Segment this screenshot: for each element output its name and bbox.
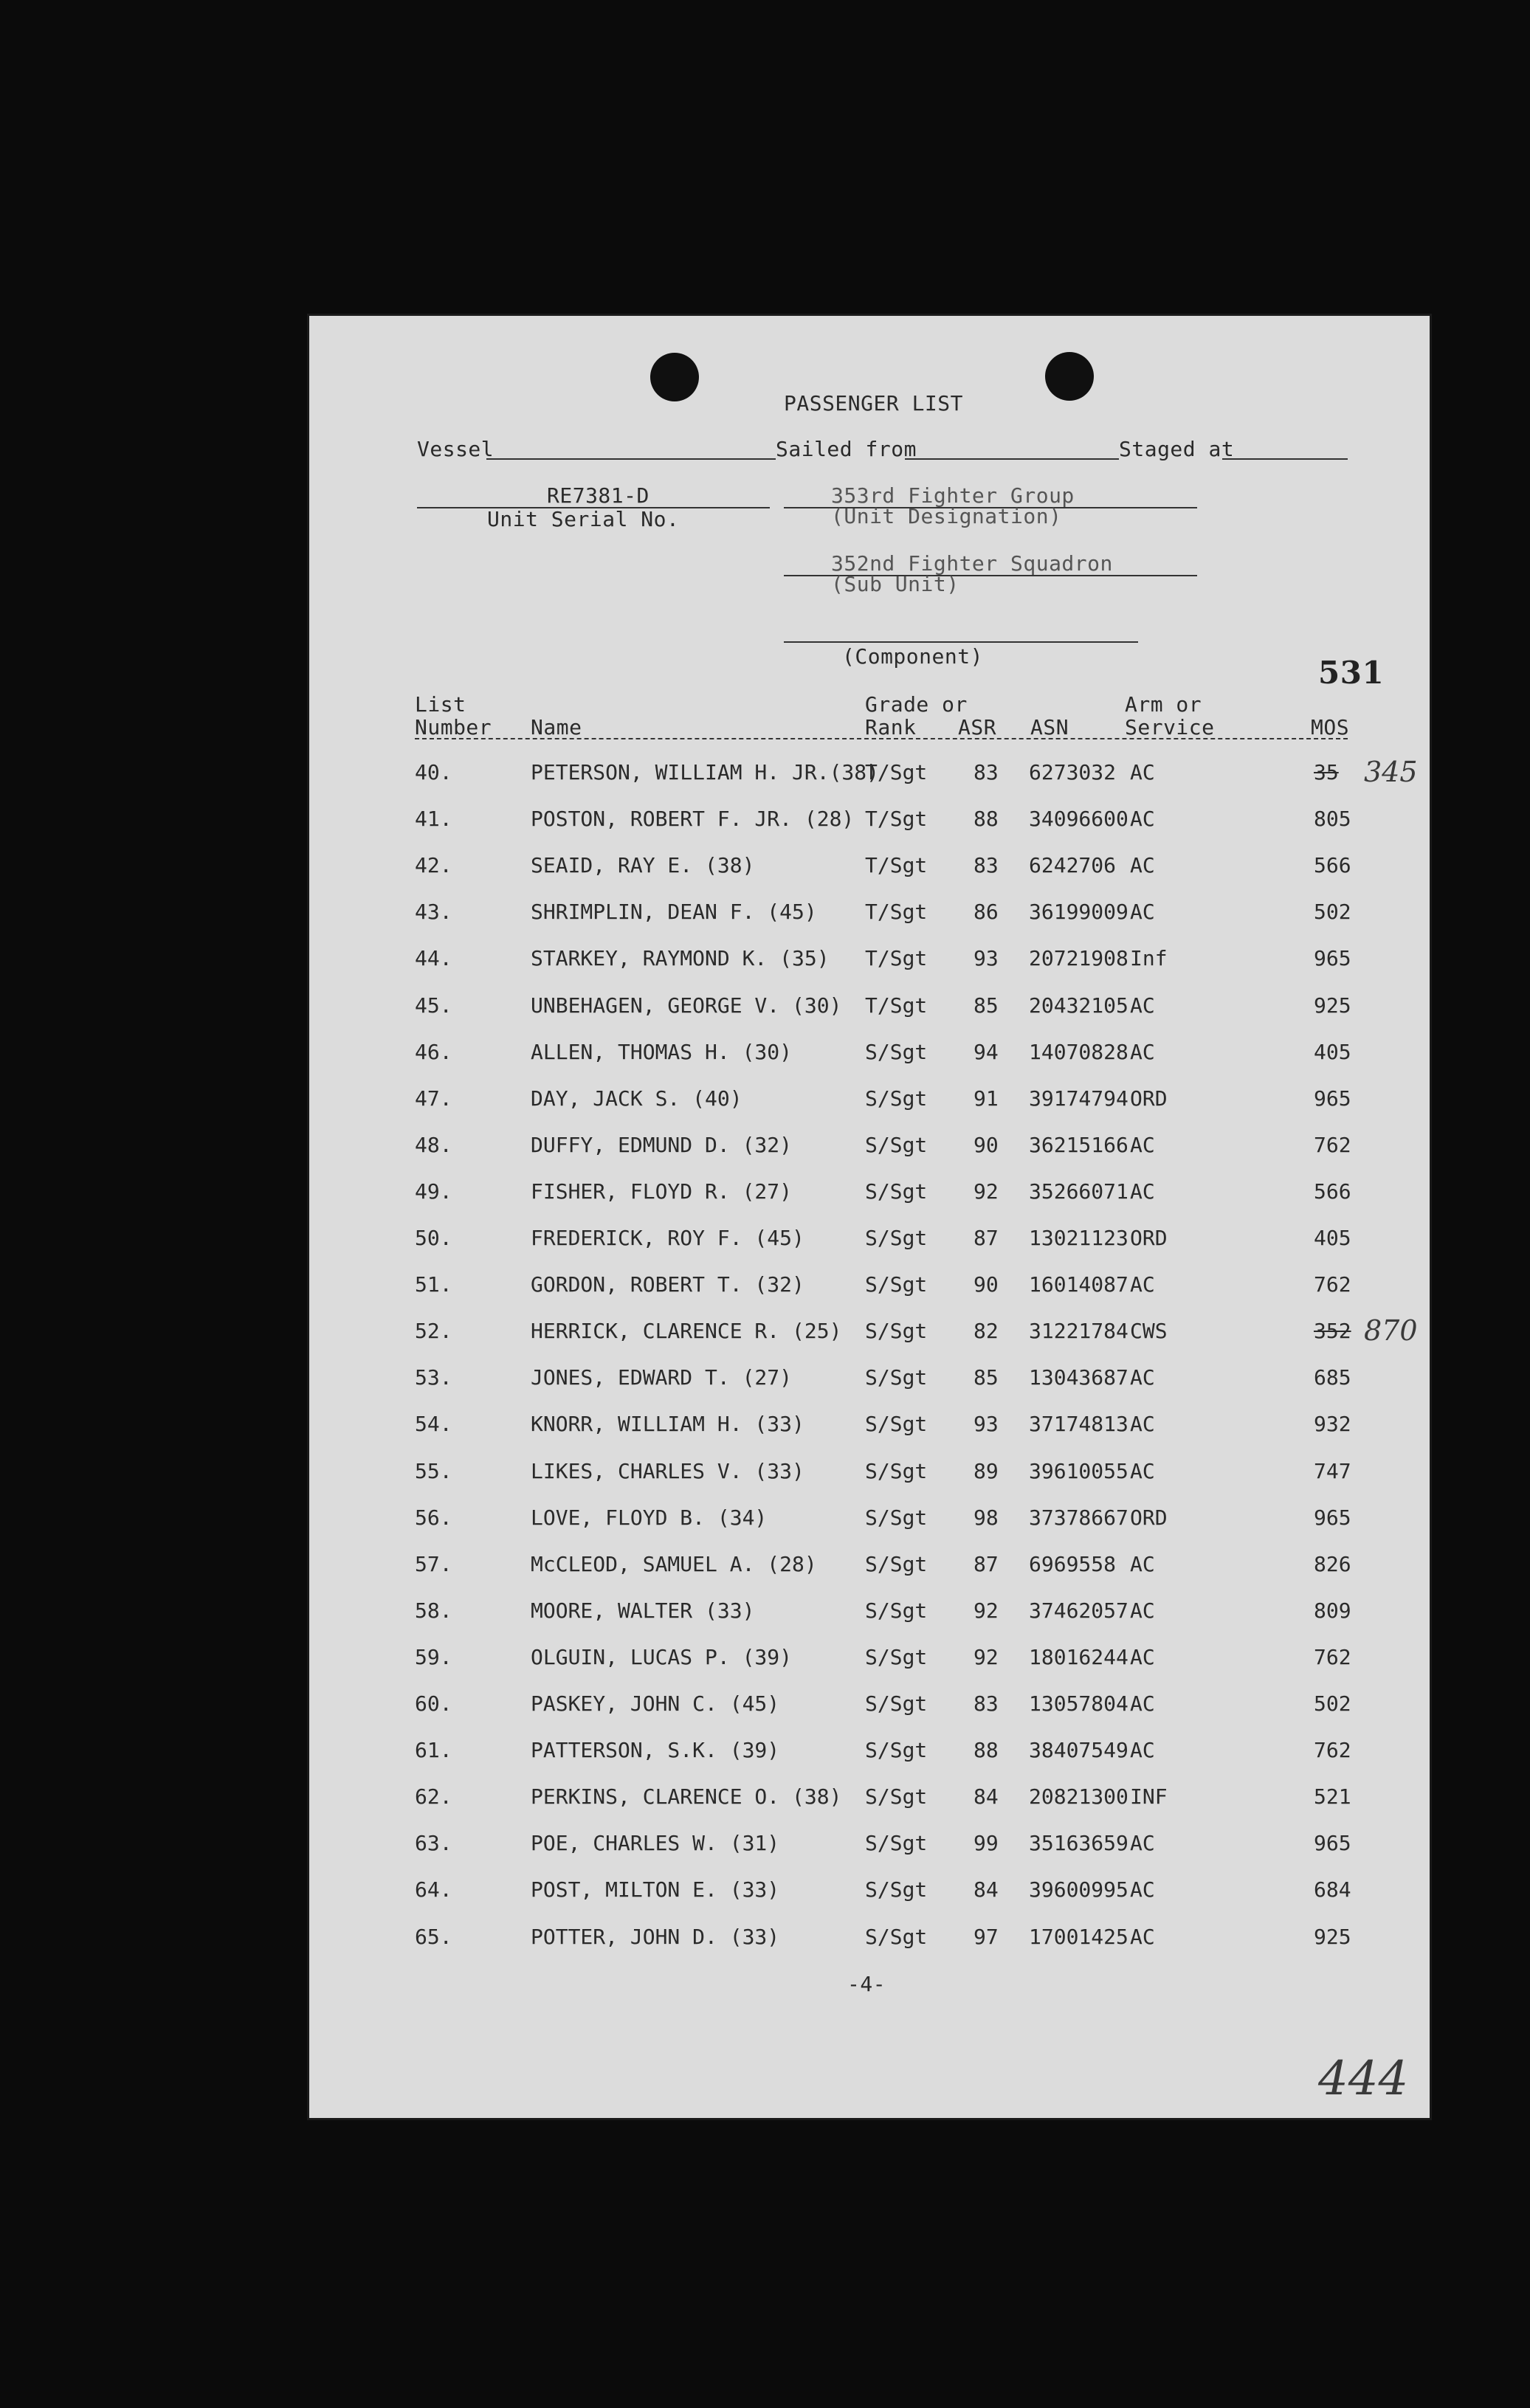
asn: 31221784	[1029, 1319, 1128, 1344]
sailed-from-label: Sailed from	[776, 437, 917, 461]
asr: 83	[974, 760, 999, 784]
table-row	[307, 1086, 1432, 1116]
passenger-name: KNORR, WILLIAM H. (33)	[531, 1412, 804, 1437]
table-row	[307, 1365, 1432, 1395]
grade: T/Sgt	[865, 760, 928, 784]
header-asn: ASN	[1030, 715, 1069, 739]
mos: 566	[1314, 853, 1351, 878]
asr: 92	[974, 1598, 999, 1623]
table-row	[307, 1272, 1432, 1302]
passenger-name: GORDON, ROBERT T. (32)	[531, 1272, 804, 1297]
asr: 83	[974, 1691, 999, 1716]
table-row	[307, 1226, 1432, 1255]
header-list: List	[415, 692, 466, 717]
arm-service: AC	[1130, 1691, 1155, 1716]
asn: 13057804	[1029, 1691, 1128, 1716]
asn: 39600995	[1029, 1877, 1128, 1902]
table-row	[307, 1552, 1432, 1581]
passenger-name: JONES, EDWARD T. (27)	[531, 1365, 793, 1390]
asn: 36199009	[1029, 900, 1128, 925]
list-number: 45.	[415, 993, 452, 1018]
grade: S/Sgt	[865, 1644, 928, 1669]
punch-hole-right	[1045, 352, 1094, 401]
mos: 566	[1314, 1179, 1351, 1204]
passenger-name: HERRICK, CLARENCE R. (25)	[531, 1319, 842, 1344]
passenger-name: POSTON, ROBERT F. JR. (28)	[531, 807, 855, 832]
arm-service: AC	[1130, 807, 1155, 832]
mos: 405	[1314, 1039, 1351, 1064]
asn: 20821300	[1029, 1784, 1128, 1810]
asn: 37174813	[1029, 1412, 1128, 1437]
arm-service: AC	[1130, 1551, 1155, 1576]
asn: 6969558	[1029, 1551, 1117, 1576]
asn: 18016244	[1029, 1644, 1128, 1669]
table-row	[307, 900, 1432, 929]
grade: T/Sgt	[865, 993, 928, 1018]
form-title: PASSENGER LIST	[784, 391, 964, 415]
arm-service: AC	[1130, 900, 1155, 925]
mos: 932	[1314, 1412, 1351, 1437]
asn: 35266071	[1029, 1179, 1128, 1204]
asr: 98	[974, 1505, 999, 1530]
table-row	[307, 756, 1432, 790]
asn: 14070828	[1029, 1039, 1128, 1064]
table-row	[307, 1133, 1432, 1162]
grade: S/Sgt	[865, 1365, 928, 1390]
stamp-number: 531	[1318, 655, 1385, 691]
arm-service: AC	[1130, 1179, 1155, 1204]
arm-service: ORD	[1130, 1226, 1168, 1250]
unit-designation-value: 353rd Fighter Group	[831, 483, 1075, 508]
grade: T/Sgt	[865, 853, 928, 878]
mos: 809	[1314, 1598, 1351, 1623]
list-number: 60.	[415, 1691, 452, 1716]
grade: T/Sgt	[865, 900, 928, 925]
passenger-name: DUFFY, EDMUND D. (32)	[531, 1132, 793, 1157]
asr: 94	[974, 1039, 999, 1064]
table-row	[307, 807, 1432, 836]
passenger-name: UNBEHAGEN, GEORGE V. (30)	[531, 993, 842, 1018]
passenger-name: SEAID, RAY E. (38)	[531, 853, 755, 878]
table-row	[307, 1040, 1432, 1069]
asr: 85	[974, 1365, 999, 1390]
asn: 13021123	[1029, 1226, 1128, 1250]
header-number: Number	[415, 715, 492, 739]
arm-service: AC	[1130, 760, 1155, 784]
grade: S/Sgt	[865, 1226, 928, 1250]
list-number: 57.	[415, 1551, 452, 1576]
table-row	[307, 1314, 1432, 1348]
list-number: 42.	[415, 853, 452, 878]
asr: 88	[974, 807, 999, 832]
mos: 405	[1314, 1226, 1351, 1250]
list-number: 53.	[415, 1365, 452, 1390]
passenger-name: FREDERICK, ROY F. (45)	[531, 1226, 804, 1250]
grade: S/Sgt	[865, 1039, 928, 1064]
arm-service: AC	[1130, 853, 1155, 878]
grade: S/Sgt	[865, 1691, 928, 1716]
list-number: 59.	[415, 1644, 452, 1669]
asr: 93	[974, 1412, 999, 1437]
mos: 352	[1314, 1319, 1351, 1344]
arm-service: AC	[1130, 1877, 1155, 1902]
asr: 83	[974, 853, 999, 878]
mos: 925	[1314, 993, 1351, 1018]
table-row	[307, 993, 1432, 1023]
handwritten-page-number: 444	[1318, 2052, 1409, 2106]
passenger-name: PETERSON, WILLIAM H. JR.(38)	[531, 760, 880, 784]
asn: 6242706	[1029, 853, 1117, 878]
mos: 35	[1314, 760, 1339, 784]
grade: S/Sgt	[865, 1877, 928, 1902]
asn: 20721908	[1029, 946, 1128, 971]
mos: 685	[1314, 1365, 1351, 1390]
unit-designation-label: (Unit Designation)	[831, 504, 1062, 528]
passenger-name: SHRIMPLIN, DEAN F. (45)	[531, 900, 817, 925]
asn: 37378667	[1029, 1505, 1128, 1530]
passenger-name: LIKES, CHARLES V. (33)	[531, 1458, 804, 1483]
arm-service: Inf	[1130, 946, 1168, 971]
header-arm: Arm or	[1125, 692, 1202, 717]
sub-unit-label: (Sub Unit)	[831, 572, 959, 596]
sub-unit-value: 352nd Fighter Squadron	[831, 551, 1113, 576]
arm-service: AC	[1130, 1132, 1155, 1157]
list-number: 50.	[415, 1226, 452, 1250]
mos: 762	[1314, 1738, 1351, 1763]
table-row	[307, 1877, 1432, 1907]
arm-service: CWS	[1130, 1319, 1168, 1344]
asr: 88	[974, 1738, 999, 1763]
table-row	[307, 1645, 1432, 1674]
asr: 87	[974, 1226, 999, 1250]
list-number: 62.	[415, 1784, 452, 1810]
table-row	[307, 1925, 1432, 1954]
grade: T/Sgt	[865, 807, 928, 832]
grade: S/Sgt	[865, 1924, 928, 1949]
table-row	[307, 1505, 1432, 1535]
list-number: 54.	[415, 1412, 452, 1437]
mos: 965	[1314, 1505, 1351, 1530]
passenger-name: McCLEOD, SAMUEL A. (28)	[531, 1551, 817, 1576]
list-number: 44.	[415, 946, 452, 971]
table-row	[307, 1831, 1432, 1860]
table-row	[307, 1784, 1432, 1814]
mos: 502	[1314, 1691, 1351, 1716]
arm-service: AC	[1130, 1272, 1155, 1297]
page-number: -4-	[847, 1972, 886, 1996]
arm-service: AC	[1130, 1365, 1155, 1390]
grade: S/Sgt	[865, 1272, 928, 1297]
table-row	[307, 946, 1432, 976]
grade: T/Sgt	[865, 946, 928, 971]
asn: 38407549	[1029, 1738, 1128, 1763]
unit-serial-label: Unit Serial No.	[487, 507, 680, 531]
mos: 965	[1314, 1831, 1351, 1856]
asn: 35163659	[1029, 1831, 1128, 1856]
grade: S/Sgt	[865, 1319, 928, 1344]
mos: 762	[1314, 1644, 1351, 1669]
arm-service: AC	[1130, 1738, 1155, 1763]
arm-service: ORD	[1130, 1086, 1168, 1111]
grade: S/Sgt	[865, 1738, 928, 1763]
mos: 965	[1314, 1086, 1351, 1111]
grade: S/Sgt	[865, 1784, 928, 1810]
passenger-name: PATTERSON, S.K. (39)	[531, 1738, 780, 1763]
list-number: 49.	[415, 1179, 452, 1204]
asn: 16014087	[1029, 1272, 1128, 1297]
passenger-name: PASKEY, JOHN C. (45)	[531, 1691, 780, 1716]
arm-service: AC	[1130, 1039, 1155, 1064]
asr: 93	[974, 946, 999, 971]
punch-hole-left	[650, 353, 699, 401]
mos: 805	[1314, 807, 1351, 832]
unit-serial-value: RE7381-D	[547, 483, 649, 508]
table-row	[307, 1179, 1432, 1209]
grade: S/Sgt	[865, 1551, 928, 1576]
asr: 97	[974, 1924, 999, 1949]
asr: 99	[974, 1831, 999, 1856]
asn: 34096600	[1029, 807, 1128, 832]
list-number: 46.	[415, 1039, 452, 1064]
asr: 86	[974, 900, 999, 925]
asr: 84	[974, 1784, 999, 1810]
staged-at-label: Staged at	[1119, 437, 1235, 461]
asn: 17001425	[1029, 1924, 1128, 1949]
list-number: 61.	[415, 1738, 452, 1763]
asn: 20432105	[1029, 993, 1128, 1018]
asr: 87	[974, 1551, 999, 1576]
table-row	[307, 1738, 1432, 1767]
arm-service: AC	[1130, 1598, 1155, 1623]
handwritten-mos-correction: 870	[1364, 1314, 1418, 1348]
grade: S/Sgt	[865, 1831, 928, 1856]
table-row	[307, 1598, 1432, 1628]
list-number: 63.	[415, 1831, 452, 1856]
asr: 90	[974, 1272, 999, 1297]
asn: 13043687	[1029, 1365, 1128, 1390]
header-grade: Grade or	[865, 692, 968, 717]
grade: S/Sgt	[865, 1086, 928, 1111]
handwritten-mos-correction: 345	[1364, 756, 1418, 788]
header-service: Service	[1125, 715, 1215, 739]
passenger-name: STARKEY, RAYMOND K. (35)	[531, 946, 830, 971]
header-mos: MOS	[1311, 715, 1350, 739]
passenger-name: MOORE, WALTER (33)	[531, 1598, 755, 1623]
mos: 826	[1314, 1551, 1351, 1576]
list-number: 40.	[415, 760, 452, 784]
mos: 762	[1314, 1132, 1351, 1157]
asr: 91	[974, 1086, 999, 1111]
grade: S/Sgt	[865, 1179, 928, 1204]
asn: 39610055	[1029, 1458, 1128, 1483]
table-row	[307, 1459, 1432, 1488]
asr: 92	[974, 1179, 999, 1204]
asr: 82	[974, 1319, 999, 1344]
grade: S/Sgt	[865, 1458, 928, 1483]
header-rule	[415, 738, 1348, 739]
list-number: 43.	[415, 900, 452, 925]
passenger-name: ALLEN, THOMAS H. (30)	[531, 1039, 793, 1064]
mos: 762	[1314, 1272, 1351, 1297]
arm-service: AC	[1130, 1831, 1155, 1856]
list-number: 47.	[415, 1086, 452, 1111]
vessel-label: Vessel	[417, 437, 495, 461]
grade: S/Sgt	[865, 1412, 928, 1437]
list-number: 51.	[415, 1272, 452, 1297]
list-number: 55.	[415, 1458, 452, 1483]
header-rank: Rank	[865, 715, 917, 739]
component-label: (Component)	[842, 644, 983, 669]
header-name: Name	[531, 715, 582, 739]
mos: 747	[1314, 1458, 1351, 1483]
table-row	[307, 1412, 1432, 1441]
passenger-name: DAY, JACK S. (40)	[531, 1086, 742, 1111]
asr: 89	[974, 1458, 999, 1483]
mos: 521	[1314, 1784, 1351, 1810]
asr: 84	[974, 1877, 999, 1902]
grade: S/Sgt	[865, 1505, 928, 1530]
asn: 39174794	[1029, 1086, 1128, 1111]
list-number: 58.	[415, 1598, 452, 1623]
list-number: 56.	[415, 1505, 452, 1530]
list-number: 52.	[415, 1319, 452, 1344]
table-row	[307, 1691, 1432, 1721]
mos: 925	[1314, 1924, 1351, 1949]
list-number: 48.	[415, 1132, 452, 1157]
staged-at-line	[1222, 458, 1348, 460]
asn: 36215166	[1029, 1132, 1128, 1157]
mos: 965	[1314, 946, 1351, 971]
asr: 85	[974, 993, 999, 1018]
passenger-name: POE, CHARLES W. (31)	[531, 1831, 780, 1856]
passenger-name: PERKINS, CLARENCE O. (38)	[531, 1784, 842, 1810]
arm-service: AC	[1130, 993, 1155, 1018]
list-number: 65.	[415, 1924, 452, 1949]
arm-service: INF	[1130, 1784, 1168, 1810]
mos: 684	[1314, 1877, 1351, 1902]
mos: 502	[1314, 900, 1351, 925]
header-asr: ASR	[958, 715, 997, 739]
grade: S/Sgt	[865, 1132, 928, 1157]
table-row	[307, 853, 1432, 883]
passenger-name: POST, MILTON E. (33)	[531, 1877, 780, 1902]
list-number: 41.	[415, 807, 452, 832]
arm-service: AC	[1130, 1412, 1155, 1437]
passenger-name: POTTER, JOHN D. (33)	[531, 1924, 780, 1949]
asn: 6273032	[1029, 760, 1117, 784]
passenger-name: FISHER, FLOYD R. (27)	[531, 1179, 793, 1204]
asn: 37462057	[1029, 1598, 1128, 1623]
list-number: 64.	[415, 1877, 452, 1902]
grade: S/Sgt	[865, 1598, 928, 1623]
vessel-line	[486, 458, 776, 460]
arm-service: AC	[1130, 1924, 1155, 1949]
component-line	[784, 641, 1138, 643]
document-sheet	[307, 314, 1432, 2120]
arm-service: AC	[1130, 1644, 1155, 1669]
arm-service: ORD	[1130, 1505, 1168, 1530]
passenger-name: OLGUIN, LUCAS P. (39)	[531, 1644, 793, 1669]
sailed-from-line	[905, 458, 1119, 460]
arm-service: AC	[1130, 1458, 1155, 1483]
asr: 90	[974, 1132, 999, 1157]
asr: 92	[974, 1644, 999, 1669]
passenger-name: LOVE, FLOYD B. (34)	[531, 1505, 768, 1530]
